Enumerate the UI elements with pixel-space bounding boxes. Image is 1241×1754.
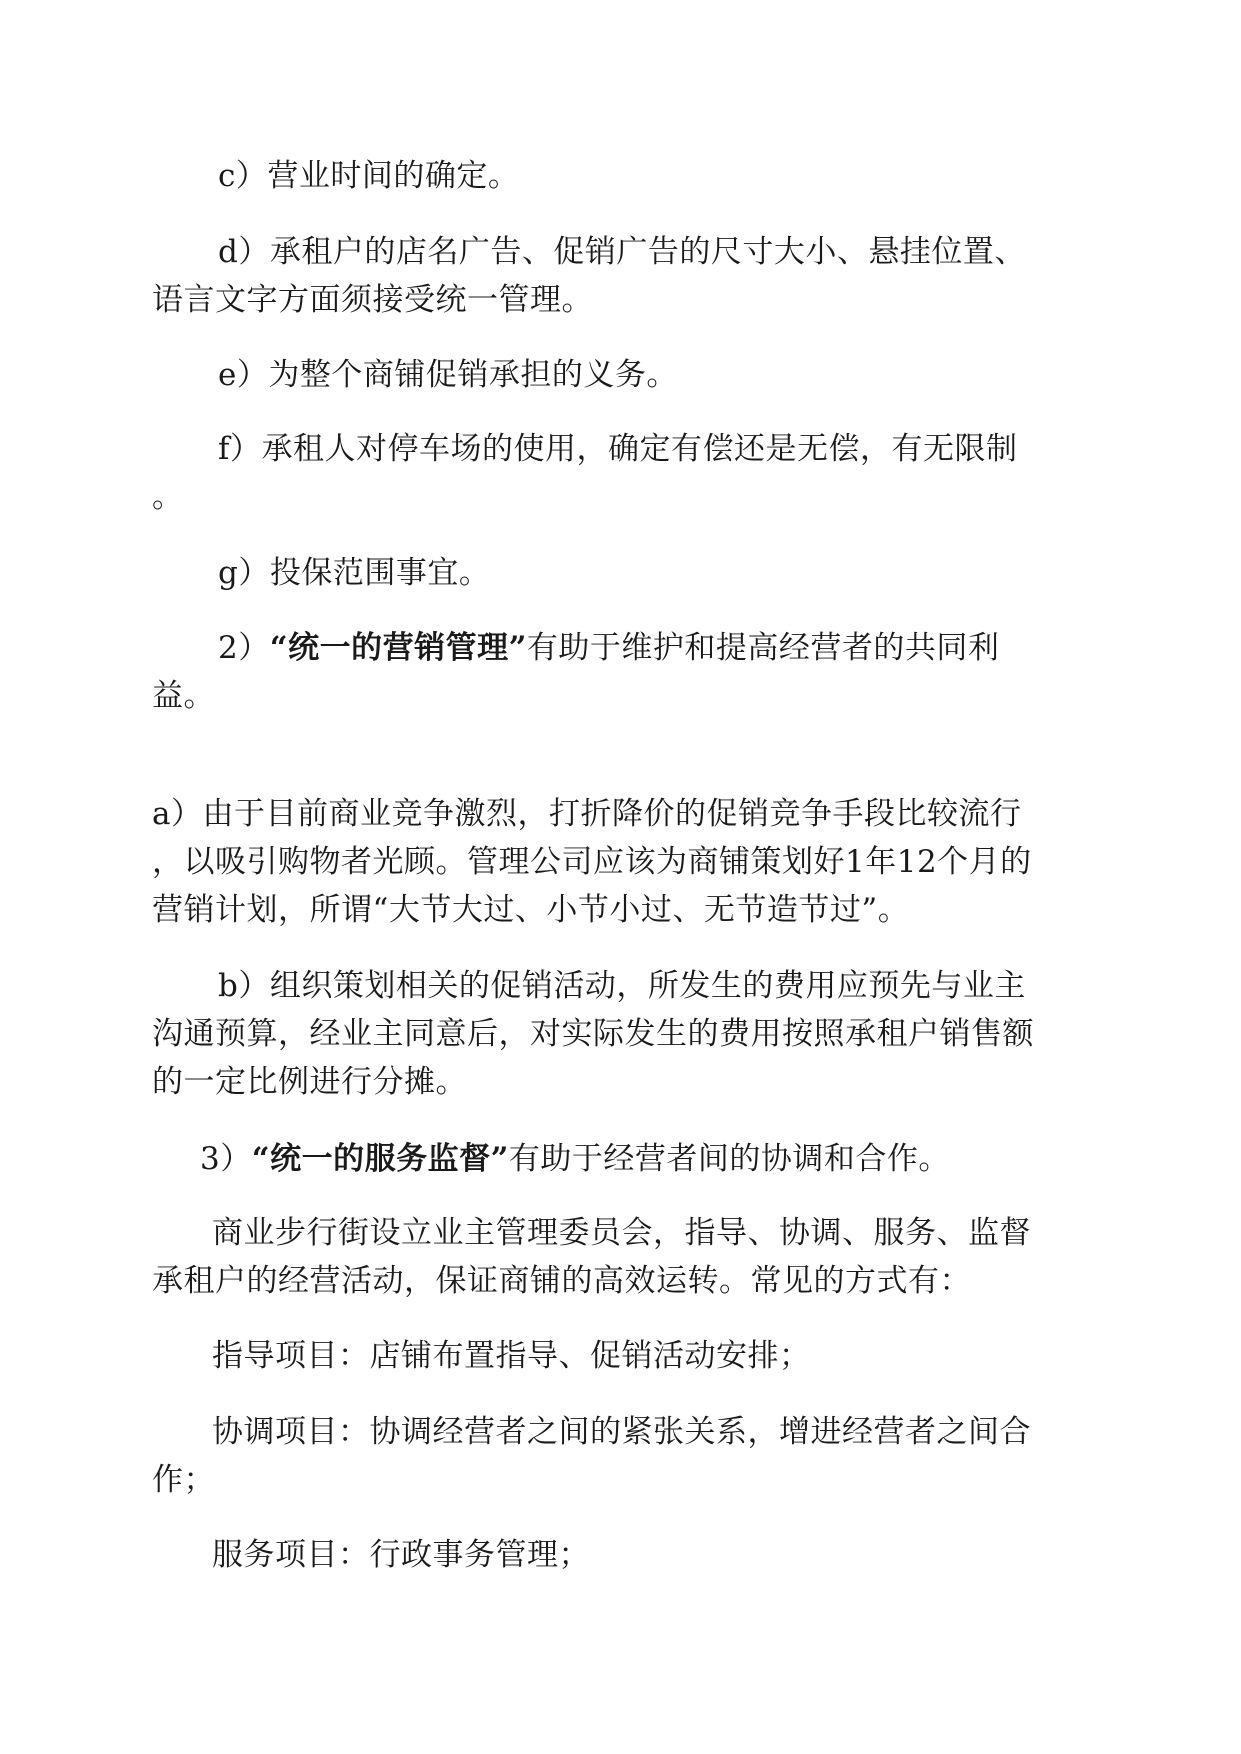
section-2-line-2: 益。 bbox=[152, 678, 215, 714]
item-a-line-2: ，以吸引购物者光顾。管理公司应该为商铺策划好1年12个月的 bbox=[152, 844, 1032, 880]
item-b-line-1: b）组织策划相关的促销活动，所发生的费用应预先与业主 bbox=[218, 968, 1026, 1004]
section-2-text: 有助于维护和提高经营者的共同利 bbox=[526, 630, 1000, 666]
item-d-line-1: d）承租户的店名广告、促销广告的尺寸大小、悬挂位置、 bbox=[218, 234, 1026, 270]
item-d-line-2: 语言文字方面须接受统一管理。 bbox=[152, 282, 593, 318]
item-f-line-2: 。 bbox=[152, 479, 184, 515]
item-a-line-1: a）由于目前商业竞争激烈，打折降价的促销竞争手段比较流行 bbox=[152, 796, 1022, 832]
item-a-line-3: 营销计划，所谓“大节大过、小节小过、无节造节过”。 bbox=[152, 892, 910, 928]
section-3-text: 有助于经营者间的协调和合作。 bbox=[508, 1141, 950, 1177]
item-e-line: e）为整个商铺促销承担的义务。 bbox=[218, 357, 678, 393]
guide-item: 指导项目：店铺布置指导、促销活动安排； bbox=[212, 1338, 811, 1374]
coordinate-item-line-2: 作； bbox=[152, 1462, 215, 1498]
item-g-line: g）投保范围事宜。 bbox=[218, 555, 491, 591]
coordinate-item-line-1: 协调项目：协调经营者之间的紧张关系，增进经营者之间合 bbox=[212, 1414, 1031, 1450]
section-3-bold-title: “统一的服务监督” bbox=[251, 1141, 509, 1177]
section-2-bold-title: “统一的营销管理” bbox=[269, 630, 527, 666]
section-3-number: 3） bbox=[200, 1141, 252, 1177]
item-c-line: c）营业时间的确定。 bbox=[218, 158, 520, 194]
section-2-number: 2） bbox=[218, 630, 270, 666]
item-f-line-1: f）承租人对停车场的使用，确定有偿还是无偿，有无限制 bbox=[218, 431, 1018, 467]
paragraph-line-1: 商业步行街设立业主管理委员会，指导、协调、服务、监督 bbox=[212, 1215, 1031, 1251]
item-b-line-3: 的一定比例进行分摊。 bbox=[152, 1064, 467, 1100]
section-3-heading bbox=[200, 1139, 950, 1179]
paragraph-line-2: 承租户的经营活动，保证商铺的高效运转。常见的方式有： bbox=[152, 1263, 971, 1299]
service-item: 服务项目：行政事务管理； bbox=[212, 1537, 590, 1573]
item-b-line-2: 沟通预算，经业主同意后，对实际发生的费用按照承租户销售额 bbox=[152, 1016, 1034, 1052]
section-2-heading bbox=[218, 628, 999, 668]
